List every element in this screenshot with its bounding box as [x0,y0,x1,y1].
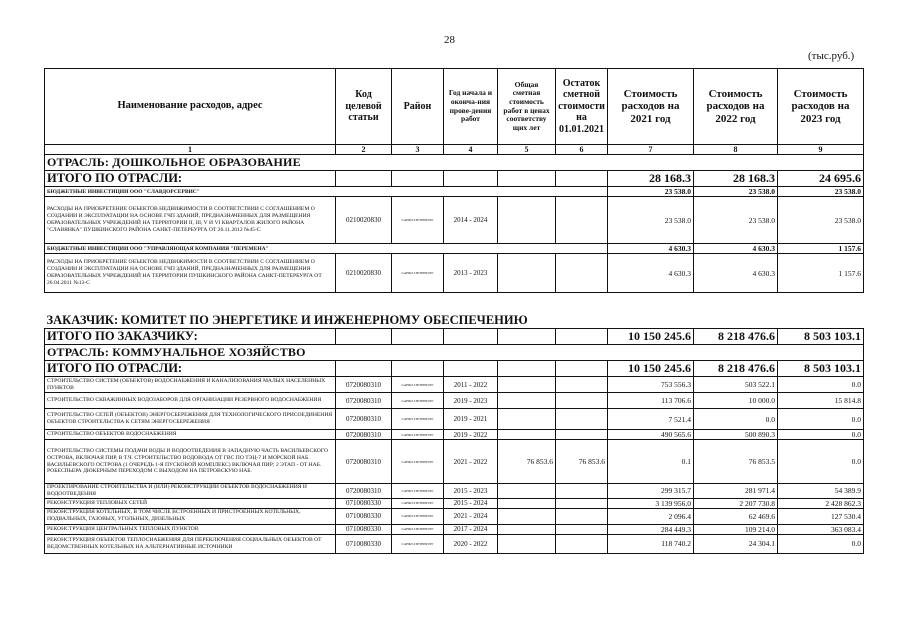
row-remainder [556,377,608,393]
row-code: 0210020830 [336,254,392,293]
subtotal-label: БЮДЖЕТНЫЕ ИНВЕСТИЦИИ ООО "СЛАВДОРСЕРВИС" [45,187,608,197]
row-total-cost: 76 853.6 [498,440,556,484]
col-num: 3 [392,145,444,155]
subtotal-2022: 4 630.3 [694,244,778,254]
section-row [45,345,864,361]
subtotal-2021: 4 630.3 [608,244,694,254]
header-remainder: Остаток сметной стоимости на 01.01.2021 [556,69,608,145]
col-num: 7 [608,145,694,155]
col-num: 6 [556,145,608,155]
row-2022: 0.0 [694,409,778,430]
section-title: ОТРАСЛЬ: ДОШКОЛЬНОЕ ОБРАЗОВАНИЕ [45,155,864,171]
table-row [45,508,864,524]
row-years: 2015 - 2024 [444,498,498,508]
row-years: 2021 - 2022 [444,440,498,484]
row-district: САНКТ-ПЕТЕРБУРГ [392,197,444,244]
row-2022: 4 630.3 [694,254,778,293]
row-2023: 1 157.6 [778,254,864,293]
subtotal-label: БЮДЖЕТНЫЕ ИНВЕСТИЦИИ ООО "УПРАВЛЯЮЩАЯ КОМПАНИЯ "ПЕРЕМЕНА" [45,244,608,254]
row-2021: 4 630.3 [608,254,694,293]
row-total-cost [498,534,556,553]
table-row [45,484,864,499]
row-2023: 15 814.8 [778,393,864,409]
total-2023: 8 503 103.1 [778,361,864,377]
row-2022: 109 214.0 [694,524,778,534]
row-remainder [556,430,608,440]
row-2021: 23 538.0 [608,197,694,244]
table-row [45,377,864,393]
row-2021: 299 315.7 [608,484,694,499]
row-total-cost [498,484,556,499]
subtotal-row [45,187,864,197]
subtotal-2023: 23 538.0 [778,187,864,197]
row-total-cost [498,498,556,508]
total-2022: 28 168.3 [694,171,778,187]
row-district: САНКТ-ПЕТЕРБУРГ [392,534,444,553]
page-number: 28 [444,34,455,46]
row-district: САНКТ-ПЕТЕРБУРГ [392,524,444,534]
table-row [45,197,864,244]
row-2023: 363 083.4 [778,524,864,534]
table-row [45,393,864,409]
col-num: 9 [778,145,864,155]
row-years: 2014 - 2024 [444,197,498,244]
col-num: 4 [444,145,498,155]
row-2021: 490 565.6 [608,430,694,440]
row-remainder [556,534,608,553]
row-2022: 2 207 730.8 [694,498,778,508]
header-years: Год начала и оконча-ния прове-дения работ [444,69,498,145]
row-2021: 7 521.4 [608,409,694,430]
row-2023: 54 389.9 [778,484,864,499]
table-row [45,534,864,553]
row-desc: СТРОИТЕЛЬСТВО СКВАЖИННЫХ ВОДОЗАБОРОВ ДЛЯ ОРГАНИЗАЦИИ РЕЗЕРВНОГО ВОДОСНАБЖЕНИЯ [45,393,336,409]
row-years: 2017 - 2024 [444,524,498,534]
row-2022: 23 538.0 [694,197,778,244]
row-2023: 0.0 [778,409,864,430]
row-years: 2013 - 2023 [444,254,498,293]
row-remainder [556,508,608,524]
row-district: САНКТ-ПЕТЕРБУРГ [392,484,444,499]
row-remainder [556,498,608,508]
row-years: 2019 - 2022 [444,430,498,440]
row-code: 0720080310 [336,377,392,393]
section-row [45,155,864,171]
subtotal-2021: 23 538.0 [608,187,694,197]
row-district: САНКТ-ПЕТЕРБУРГ [392,430,444,440]
row-district: САНКТ-ПЕТЕРБУРГ [392,393,444,409]
row-code: 0720080310 [336,409,392,430]
row-years: 2021 - 2024 [444,508,498,524]
header-cost-2021: Стоимость расходов на 2021 год [608,69,694,145]
row-code: 0710080330 [336,498,392,508]
row-desc: РЕКОНСТРУКЦИЯ ТЕПЛОВЫХ СЕТЕЙ [45,498,336,508]
row-2021: 118 740.2 [608,534,694,553]
table-row [45,409,864,430]
row-remainder [556,524,608,534]
row-code: 0710080330 [336,524,392,534]
row-remainder: 76 853.6 [556,440,608,484]
row-code: 0720080310 [336,393,392,409]
row-desc: СТРОИТЕЛЬСТВО СИСТЕМЫ ПОДАЧИ ВОДЫ И ВОДООТВЕДЕНИЯ В ЗАПАДНУЮ ЧАСТЬ ВАСИЛЬЕВСКОГО ОСТРОВА, ВКЛЮЧАЯ ПИР, В Т.Ч. СТРОИТЕЛЬСТВО ВОДОВОДА ОТ ГВС ПО ТЭЦ-7 И МОРСКОЙ НАБ. ВАСИЛЬЕВСКОГО ОСТРОВА (1 ОЧЕРЕДЬ 1-Я ПУСКОВОЙ КОМПЛЕКС) ВКЛЮЧАЯ ПИР; 2 ЭТАП - ОТ НАБ. РОБЕСПЬЕРА ДЮКЕРНЫМ ПЕРЕХОДОМ С ВЫХОДОМ НА ПЕТРОВСКУЮ НАБ. [45,440,336,484]
subtotal-2023: 1 157.6 [778,244,864,254]
row-2021: 753 556.3 [608,377,694,393]
row-code: 0710080330 [336,508,392,524]
row-2022: 10 000.0 [694,393,778,409]
row-desc: РАСХОДЫ НА ПРИОБРЕТЕНИЕ ОБЪЕКТОВ НЕДВИЖИМОСТИ В СООТВЕТСТВИИ С СОГЛАШЕНИЕМ О СОЗДАНИИ И ЭКСПЛУАТАЦИИ НА ОСНОВЕ ГЧП ЗДАНИЙ, ПРЕДНАЗНАЧЕННЫХ ДЛЯ РАЗМЕЩЕНИЯ ОБРАЗОВАТЕЛЬНЫХ УЧРЕЖДЕНИЙ НА ТЕРРИТОРИИ ПУШКИНСКОГО РАЙОНА САНКТ-ПЕТЕРБУРГА ОТ 26.04.2011 №13-С [45,254,336,293]
customer-title: ЗАКАЗЧИК: КОМИТЕТ ПО ЭНЕРГЕТИКЕ И ИНЖЕНЕРНОМУ ОБЕСПЕЧЕНИЮ [46,313,528,327]
row-code: 0210020830 [336,197,392,244]
row-district: САНКТ-ПЕТЕРБУРГ [392,409,444,430]
header-cost-2023: Стоимость расходов на 2023 год [778,69,864,145]
subtotal-row [45,244,864,254]
row-district: САНКТ-ПЕТЕРБУРГ [392,508,444,524]
rows-body [45,377,864,554]
total-label: ИТОГО ПО ЗАКАЗЧИКУ: [45,329,336,345]
row-2021: 113 706.6 [608,393,694,409]
col-num: 2 [336,145,392,155]
row-2022: 76 853.5 [694,440,778,484]
total-2021: 28 168.3 [608,171,694,187]
total-label: ИТОГО ПО ОТРАСЛИ: [45,171,336,187]
total-2021: 10 150 245.6 [608,361,694,377]
row-2023: 2 428 862.3 [778,498,864,508]
row-2021: 284 449.3 [608,524,694,534]
section-title: ОТРАСЛЬ: КОММУНАЛЬНОЕ ХОЗЯЙСТВО [45,345,864,361]
row-desc: РЕКОНСТРУКЦИЯ КОТЕЛЬНЫХ, В ТОМ ЧИСЛЕ ВСТРОЕННЫХ И ПРИСТРОЕННЫХ КОТЕЛЬНЫХ, ПОДВАЛЬНЫХ, ГАЗОВЫХ, УГОЛЬНЫХ, ДИЗЕЛЬНЫХ [45,508,336,524]
total-row [45,171,864,187]
col-num: 1 [45,145,336,155]
budget-table [44,68,864,554]
row-2022: 62 469.6 [694,508,778,524]
row-2023: 0.0 [778,430,864,440]
total-label: ИТОГО ПО ОТРАСЛИ: [45,361,336,377]
row-district: САНКТ-ПЕТЕРБУРГ [392,254,444,293]
row-years: 2015 - 2023 [444,484,498,499]
header-name: Наименование расходов, адрес [45,69,336,145]
row-desc: РЕКОНСТРУКЦИЯ ЦЕНТРАЛЬНЫХ ТЕПЛОВЫХ ПУНКТОВ [45,524,336,534]
table-row [45,254,864,293]
row-district: САНКТ-ПЕТЕРБУРГ [392,440,444,484]
row-code: 0720080310 [336,440,392,484]
row-years: 2019 - 2021 [444,409,498,430]
row-2023: 0.0 [778,534,864,553]
row-district: САНКТ-ПЕТЕРБУРГ [392,377,444,393]
header-district: Район [392,69,444,145]
total-2022: 8 218 476.6 [694,361,778,377]
subtotal-2022: 23 538.0 [694,187,778,197]
row-2023: 127 530.4 [778,508,864,524]
table-row [45,524,864,534]
row-2023: 0.0 [778,377,864,393]
total-2021: 10 150 245.6 [608,329,694,345]
units-label: (тыс.руб.) [808,50,855,62]
row-code: 0720080310 [336,430,392,440]
row-2023: 23 538.0 [778,197,864,244]
row-years: 2020 - 2022 [444,534,498,553]
col-num: 5 [498,145,556,155]
row-desc: РАСХОДЫ НА ПРИОБРЕТЕНИЕ ОБЪЕКТОВ НЕДВИЖИМОСТИ В СООТВЕТСТВИИ С СОГЛАШЕНИЕМ О СОЗДАНИИ И ЭКСПЛУАТАЦИИ НА ОСНОВЕ ГЧП ЗДАНИЙ, ПРЕДНАЗНАЧЕННЫХ ДЛЯ РАЗМЕЩЕНИЯ ОБРАЗОВАТЕЛЬНЫХ УЧРЕЖДЕНИЙ НА ТЕРРИТОРИИ II, III, V И VI КВАРТАЛОВ ЖИЛОГО РАЙОНА "СЛАВЯНКА" ПУШКИНСКОГО РАЙОНА САНКТ-ПЕТЕРБУРГА ОТ 26.11.2012 №45-С [45,197,336,244]
table-row [45,498,864,508]
row-2022: 500 890.3 [694,430,778,440]
row-2021: 0.1 [608,440,694,484]
row-desc: ПРОЕКТИРОВАНИЕ СТРОИТЕЛЬСТВА И (ИЛИ) РЕКОНСТРУКЦИИ ОБЪЕКТОВ ВОДОСНАБЖЕНИЯ И ВОДООТВЕДЕНИЯ [45,484,336,499]
row-2021: 3 139 956.0 [608,498,694,508]
row-2022: 24 304.1 [694,534,778,553]
row-years: 2019 - 2023 [444,393,498,409]
row-code: 0720080310 [336,484,392,499]
row-2021: 2 096.4 [608,508,694,524]
header-total-cost: Общая сметная стоимость работ в ценах соответству щих лет [498,69,556,145]
row-desc: СТРОИТЕЛЬСТВО СИСТЕМ (ОБЪЕКТОВ) ВОДОСНАБЖЕНИЯ И КАНАЛИЗОВАНИЯ МАЛЫХ НАСЕЛЕННЫХ ПУНКТОВ [45,377,336,393]
header-code: Код целевой статьи [336,69,392,145]
total-row [45,329,864,345]
row-remainder [556,393,608,409]
total-row [45,361,864,377]
table-row [45,430,864,440]
row-remainder [556,484,608,499]
row-code: 0710080330 [336,534,392,553]
row-total-cost [498,508,556,524]
row-total-cost [498,409,556,430]
total-2023: 24 695.6 [778,171,864,187]
row-desc: СТРОИТЕЛЬСТВО ОБЪЕКТОВ ВОДОСНАБЖЕНИЯ [45,430,336,440]
row-desc: РЕКОНСТРУКЦИЯ ОБЪЕКТОВ ТЕПЛОСНАБЖЕНИЯ ДЛЯ ПЕРЕКЛЮЧЕНИЯ СОЦИАЛЬНЫХ ОБЪЕКТОВ ОТ ВЕДОМСТВЕННЫХ КОТЕЛЬНЫХ НА АЛЬТЕРНАТИВНЫЕ ИСТОЧНИКИ [45,534,336,553]
row-2022: 281 971.4 [694,484,778,499]
customer-row [45,293,864,329]
row-district: САНКТ-ПЕТЕРБУРГ [392,498,444,508]
row-total-cost [498,377,556,393]
row-remainder [556,409,608,430]
total-2023: 8 503 103.1 [778,329,864,345]
header-cost-2022: Стоимость расходов на 2022 год [694,69,778,145]
row-total-cost [498,430,556,440]
row-years: 2011 - 2022 [444,377,498,393]
column-numbers-row [45,145,864,155]
row-desc: СТРОИТЕЛЬСТВО СЕТЕЙ (ОБЪЕКТОВ) ЭНЕРГОСБЕРЕЖЕНИЯ ДЛЯ ТЕХНОЛОГИЧЕСКОГО ПРИСОЕДИНЕНИЯ ОБЪЕКТОВ СТРОИТЕЛЬСТВА К СЕТЯМ ЭНЕРГОСБЕРЕЖЕНИЯ [45,409,336,430]
table-row [45,440,864,484]
row-total-cost [498,393,556,409]
row-2023: 0.0 [778,440,864,484]
total-2022: 8 218 476.6 [694,329,778,345]
col-num: 8 [694,145,778,155]
row-2022: 503 522.1 [694,377,778,393]
row-total-cost [498,524,556,534]
